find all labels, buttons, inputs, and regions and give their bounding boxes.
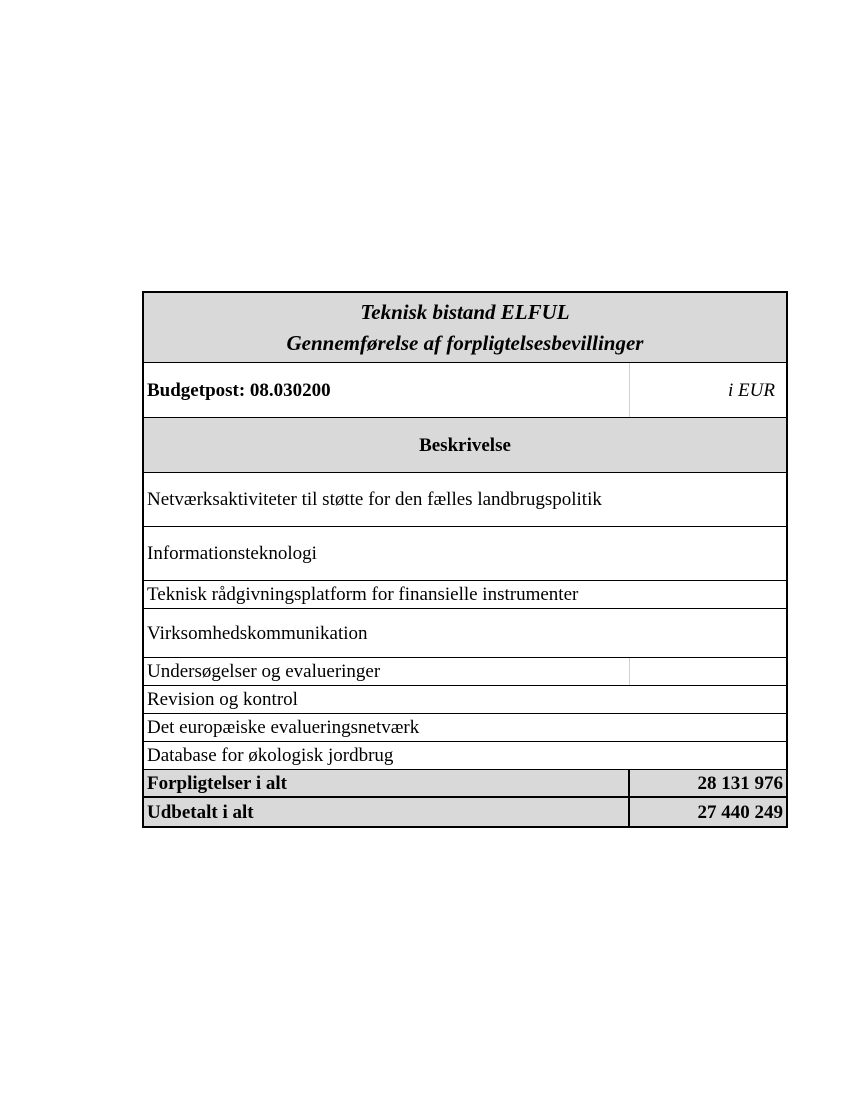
item-description: Virksomhedskommunikation — [147, 622, 368, 644]
table-row — [144, 473, 786, 527]
table-title-line-2: Gennemførelse af forpligtelsesbevillinger — [286, 330, 644, 355]
item-description: Informationsteknologi — [147, 543, 317, 564]
total-commitments-row — [144, 770, 786, 798]
table-row — [144, 686, 786, 714]
item-description: Undersøgelser og evalueringer — [144, 658, 630, 685]
item-description: Database for økologisk jordbrug — [147, 745, 394, 766]
total-paid-label: Udbetalt i alt — [144, 798, 630, 826]
total-paid-row — [144, 798, 786, 826]
table-row — [144, 609, 786, 658]
item-description: Teknisk rådgivningsplatform for finansielle instrumenter — [147, 584, 579, 605]
table-title-line-1: Teknisk bistand ELFUL — [360, 299, 570, 324]
budget-line-row — [144, 363, 786, 418]
item-description: Revision og kontrol — [147, 689, 298, 710]
table-title-row — [144, 293, 786, 363]
item-description: Det europæiske evalueringsnetværk — [147, 717, 420, 738]
total-commitments-label: Forpligtelser i alt — [144, 770, 630, 796]
budget-table — [142, 291, 788, 828]
currency-label: i EUR — [728, 379, 775, 401]
table-row — [144, 581, 786, 609]
item-description: Netværksaktiviteter til støtte for den fælles landbrugspolitik — [147, 489, 602, 510]
description-header-row — [144, 418, 786, 473]
total-commitments-value: 28 131 976 — [697, 772, 783, 794]
table-row — [144, 658, 786, 686]
description-header: Beskrivelse — [419, 434, 511, 456]
table-row — [144, 714, 786, 742]
total-paid-value: 27 440 249 — [697, 801, 783, 823]
table-title — [144, 293, 786, 362]
item-value — [630, 658, 786, 685]
table-row — [144, 742, 786, 770]
table-row — [144, 527, 786, 581]
budget-line-label: Budgetpost: 08.030200 — [144, 363, 630, 417]
